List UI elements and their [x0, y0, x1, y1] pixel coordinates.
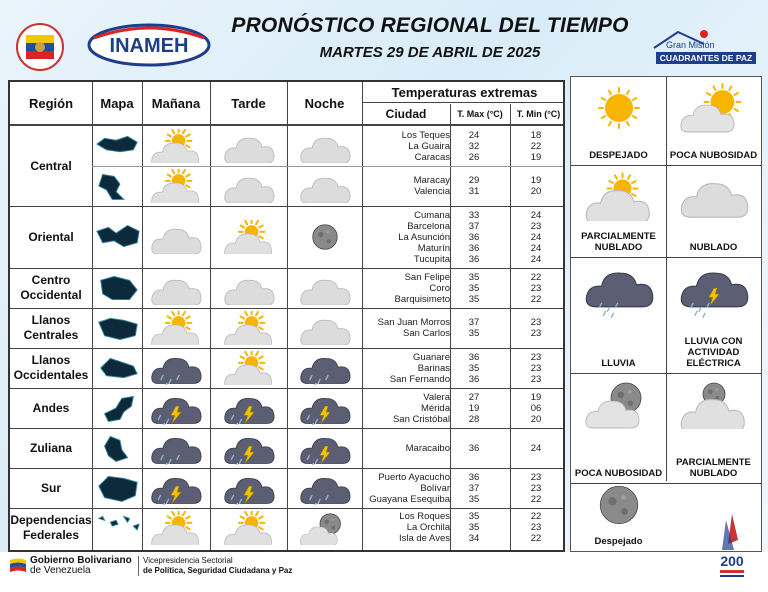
- tmax-value: 24: [468, 129, 480, 141]
- city-name: Coro: [429, 282, 450, 294]
- tarde-cloudy-icon: [210, 268, 287, 308]
- tarde-partly-cloudy-icon: [210, 508, 287, 547]
- national-emblem-icon: [14, 22, 66, 72]
- tmin-list: [516, 126, 556, 166]
- noche-rain-cloud-icon: [287, 348, 362, 388]
- legend-item: [666, 165, 761, 257]
- city-name: San Cristóbal: [392, 413, 450, 425]
- legend-item: [666, 373, 761, 483]
- tmax-value: 36: [468, 442, 480, 454]
- tmin-list: [516, 428, 556, 468]
- legend-item: [666, 257, 761, 373]
- manana-cloudy-icon: [142, 268, 210, 308]
- region-map: [93, 508, 142, 547]
- gov-label: [30, 556, 132, 576]
- tmax-value: 29: [468, 175, 480, 186]
- header-tarde: Tarde: [231, 96, 266, 111]
- city-list: [362, 308, 450, 348]
- header-ciudad: Ciudad: [385, 107, 427, 121]
- manana-partly-cloudy-icon: [142, 166, 210, 206]
- city-name: San Carlos: [403, 328, 450, 339]
- region-map: [93, 166, 142, 206]
- gov-line-2: de Venezuela: [30, 565, 91, 576]
- vice-label: [138, 556, 292, 576]
- noche-cloudy-icon: [287, 166, 362, 206]
- vice-line-2: de Política, Seguridad Ciudadana y Paz: [143, 566, 293, 575]
- legend-few-clouds-icon: [679, 83, 749, 138]
- bicentennial-text: 200: [720, 553, 744, 569]
- tmin-value: 23: [530, 522, 542, 533]
- tmin-value: 06: [530, 402, 542, 414]
- tmin-value: 24: [530, 209, 542, 221]
- city-name: Valera: [423, 391, 450, 403]
- tmin-value: 19: [530, 151, 542, 163]
- tmax-list: [454, 428, 494, 468]
- tarde-thunderstorm-icon: [210, 388, 287, 428]
- tmax-value: 35: [468, 282, 480, 294]
- tmax-value: 31: [468, 186, 480, 197]
- noche-cloudy-icon: [287, 126, 362, 166]
- tmin-value: 20: [530, 186, 542, 197]
- tmax-value: 32: [468, 140, 480, 152]
- noche-cloudy-icon: [287, 308, 362, 348]
- tmax-value: 26: [468, 151, 480, 163]
- inameh-logo-text: INAMEH: [109, 35, 189, 57]
- tmin-value: 22: [530, 293, 542, 305]
- tmin-value: 24: [530, 253, 542, 265]
- tmax-list: [454, 388, 494, 428]
- header-temps: Temperaturas extremas: [391, 85, 538, 100]
- tmin-value: 23: [530, 373, 542, 385]
- manana-rain-cloud-icon: [142, 428, 210, 468]
- region-map: [93, 348, 142, 388]
- legend-label: LLUVIA CON ACTIVIDAD ELÉCTRICA: [684, 336, 743, 369]
- region-name: Andes: [32, 400, 70, 415]
- city-list: [362, 508, 450, 547]
- tarde-partly-cloudy-icon: [210, 206, 287, 268]
- tmax-value: 35: [468, 293, 480, 305]
- city-name: Maracay: [413, 175, 450, 186]
- tarde-cloudy-icon: [210, 166, 287, 206]
- tmin-value: 18: [530, 129, 542, 141]
- city-name: Mérida: [420, 402, 450, 414]
- tmax-list: [454, 348, 494, 388]
- city-name: La Asunción: [398, 231, 450, 243]
- tmin-value: 24: [530, 242, 542, 254]
- region-map: [93, 388, 142, 428]
- manana-partly-cloudy-icon: [142, 308, 210, 348]
- header-manana: Mañana: [151, 96, 201, 111]
- city-name: La Orchila: [406, 522, 450, 533]
- region-map: [93, 126, 142, 166]
- city-name: Barquisimeto: [394, 293, 450, 305]
- city-name: Barcelona: [407, 220, 450, 232]
- region-map: [93, 268, 142, 308]
- legend-item: [571, 77, 666, 165]
- tmax-value: 36: [468, 373, 480, 385]
- legend-label: DESPEJADO: [589, 150, 648, 161]
- manana-partly-cloudy-icon: [142, 126, 210, 166]
- tmax-value: 37: [468, 220, 480, 232]
- legend-moon-icon: [584, 479, 654, 536]
- legend-item: [571, 483, 666, 551]
- tarde-partly-cloudy-icon: [210, 308, 287, 348]
- city-name: San Felipe: [404, 271, 450, 283]
- noche-moon-icon: [287, 206, 362, 268]
- tmin-value: 22: [530, 271, 542, 283]
- bicentennial-logo: [712, 510, 752, 586]
- tmin-value: 22: [530, 533, 542, 544]
- city-name: Tucupita: [413, 253, 450, 265]
- city-list: [362, 268, 450, 308]
- city-name: Guayana Esequiba: [369, 493, 450, 505]
- manana-thunderstorm-icon: [142, 388, 210, 428]
- legend-label: PARCIALMENTE NUBLADO: [676, 457, 751, 479]
- noche-thunderstorm-icon: [287, 428, 362, 468]
- noche-thunderstorm-icon: [287, 388, 362, 428]
- manana-thunderstorm-icon: [142, 468, 210, 508]
- city-name: San Juan Morros: [377, 317, 450, 328]
- gran-mision-text: Gran Misión: [666, 40, 715, 50]
- tmin-value: 19: [530, 175, 542, 186]
- tmax-value: 27: [468, 391, 480, 403]
- tmax-value: 36: [468, 231, 480, 243]
- tmax-value: 36: [468, 471, 480, 483]
- tmax-list: [454, 508, 494, 547]
- legend-cloudy-icon: [679, 171, 749, 226]
- region-name: Oriental: [28, 229, 74, 244]
- region-name: Zuliana: [29, 440, 72, 455]
- legend-partly-cloudy-icon: [584, 171, 654, 226]
- tmin-value: 23: [530, 471, 542, 483]
- tmin-value: 23: [530, 328, 542, 339]
- tmin-value: 23: [530, 362, 542, 374]
- cuadrantes-text: CUADRANTES DE PAZ: [659, 53, 753, 63]
- tmin-value: 20: [530, 413, 542, 425]
- tmin-list: [516, 468, 556, 508]
- city-name: Barinas: [417, 362, 450, 374]
- tmin-list: [516, 348, 556, 388]
- tmin-value: 22: [530, 511, 542, 522]
- tmax-list: [454, 166, 494, 206]
- tmin-list: [516, 508, 556, 547]
- tmax-value: 37: [468, 482, 480, 494]
- tmax-value: 35: [468, 328, 480, 339]
- manana-rain-cloud-icon: [142, 348, 210, 388]
- tarde-cloudy-icon: [210, 126, 287, 166]
- legend-item: [571, 165, 666, 257]
- region-name: Llanos Occidentales: [13, 353, 89, 382]
- city-name: Los Roques: [399, 511, 450, 522]
- page-title: PRONÓSTICO REGIONAL DEL TIEMPO: [231, 14, 629, 37]
- header-region: Región: [28, 96, 74, 111]
- tmax-value: 36: [468, 242, 480, 254]
- city-name: La Guaira: [408, 140, 450, 152]
- region-name: Sur: [40, 480, 61, 495]
- tmin-list: [516, 206, 556, 268]
- region-name: Central: [30, 158, 72, 173]
- city-name: Cumana: [414, 209, 450, 221]
- gov-line-1: Gobierno Bolivariano: [30, 555, 132, 566]
- noche-rain-cloud-icon: [287, 468, 362, 508]
- city-list: [362, 428, 450, 468]
- legend-label: NUBLADO: [689, 242, 738, 253]
- city-name: Maturín: [417, 242, 450, 254]
- tmin-list: [516, 308, 556, 348]
- legend-rain-cloud-icon: [584, 263, 654, 324]
- tmax-value: 36: [468, 253, 480, 265]
- tmax-list: [454, 268, 494, 308]
- tmax-value: 36: [468, 351, 480, 363]
- tarde-thunderstorm-icon: [210, 468, 287, 508]
- city-name: Guanare: [413, 351, 450, 363]
- legend-panel: [570, 76, 762, 552]
- city-name: Bolívar: [420, 482, 450, 494]
- vice-line-1: Vicepresidencia Sectorial: [143, 556, 233, 565]
- gran-mision-logo: [648, 26, 760, 66]
- legend-sunny-icon: [584, 83, 654, 138]
- tarde-partly-cloudy-icon: [210, 348, 287, 388]
- legend-thunderstorm-icon: [679, 263, 749, 324]
- city-list: [362, 468, 450, 508]
- noche-moon-cloud-icon: [287, 508, 362, 547]
- city-name: Isla de Aves: [398, 533, 450, 544]
- tmax-list: [454, 126, 494, 166]
- tmin-value: 24: [530, 231, 542, 243]
- header-noche: Noche: [304, 96, 345, 111]
- header-tmax: T. Max (°C): [457, 109, 503, 119]
- header-tmin: T. Min (°C): [516, 109, 561, 119]
- city-list: [362, 206, 450, 268]
- tmin-value: 19: [530, 391, 542, 403]
- inameh-logo: [86, 22, 212, 68]
- tmax-value: 35: [468, 493, 480, 505]
- flag-icon: [10, 558, 26, 572]
- legend-item: [571, 373, 666, 483]
- tmax-value: 28: [468, 413, 480, 425]
- header-mapa: Mapa: [100, 96, 134, 111]
- legend-label: PARCIALMENTE NUBLADO: [581, 231, 656, 253]
- noche-cloudy-icon: [287, 268, 362, 308]
- legend-label: POCA NUBOSIDAD: [574, 468, 663, 479]
- tmax-value: 33: [468, 209, 480, 221]
- page-subtitle: MARTES 29 DE ABRIL DE 2025: [319, 44, 541, 61]
- region-name: Centro Occidental: [20, 273, 82, 302]
- forecast-table: [8, 80, 565, 552]
- tmax-value: 37: [468, 317, 480, 328]
- tmin-list: [516, 166, 556, 206]
- tmin-value: 23: [530, 220, 542, 232]
- legend-moon-few-clouds-icon: [584, 379, 654, 434]
- tmin-value: 24: [530, 442, 542, 454]
- city-list: [362, 166, 450, 206]
- legend-moon-partly-cloudy-icon: [679, 379, 749, 434]
- tmax-list: [454, 308, 494, 348]
- legend-label: LLUVIA: [601, 358, 636, 369]
- legend-item: [571, 257, 666, 373]
- tmax-value: 35: [468, 362, 480, 374]
- legend-label: Despejado: [594, 536, 643, 547]
- tmin-value: 22: [530, 493, 542, 505]
- tmax-list: [454, 468, 494, 508]
- city-list: [362, 126, 450, 166]
- tmax-value: 35: [468, 271, 480, 283]
- tmin-value: 23: [530, 317, 542, 328]
- region-map: [93, 308, 142, 348]
- region-map: [93, 428, 142, 468]
- city-name: Los Teques: [401, 129, 450, 141]
- tmax-list: [454, 206, 494, 268]
- legend-label: POCA NUBOSIDAD: [669, 150, 758, 161]
- region-name: Dependencias Federales: [10, 512, 92, 542]
- city-name: Valencia: [414, 186, 450, 197]
- manana-partly-cloudy-icon: [142, 508, 210, 547]
- tmax-value: 35: [468, 522, 480, 533]
- city-name: Puerto Ayacucho: [378, 471, 450, 483]
- city-name: Caracas: [414, 151, 450, 163]
- legend-item: [666, 77, 761, 165]
- region-map: [93, 468, 142, 508]
- tmin-value: 22: [530, 140, 542, 152]
- tmin-list: [516, 268, 556, 308]
- city-list: [362, 348, 450, 388]
- city-name: Maracaibo: [405, 442, 450, 454]
- tmax-value: 35: [468, 511, 480, 522]
- tarde-thunderstorm-icon: [210, 428, 287, 468]
- tmax-value: 19: [468, 402, 480, 414]
- tmax-value: 34: [468, 533, 480, 544]
- manana-cloudy-icon: [142, 206, 210, 268]
- city-list: [362, 388, 450, 428]
- tmin-value: 23: [530, 282, 542, 294]
- region-map: [93, 206, 142, 268]
- city-name: San Fernando: [389, 373, 450, 385]
- region-name: Llanos Centrales: [23, 313, 79, 342]
- tmin-value: 23: [530, 351, 542, 363]
- tmin-list: [516, 388, 556, 428]
- tmin-value: 23: [530, 482, 542, 494]
